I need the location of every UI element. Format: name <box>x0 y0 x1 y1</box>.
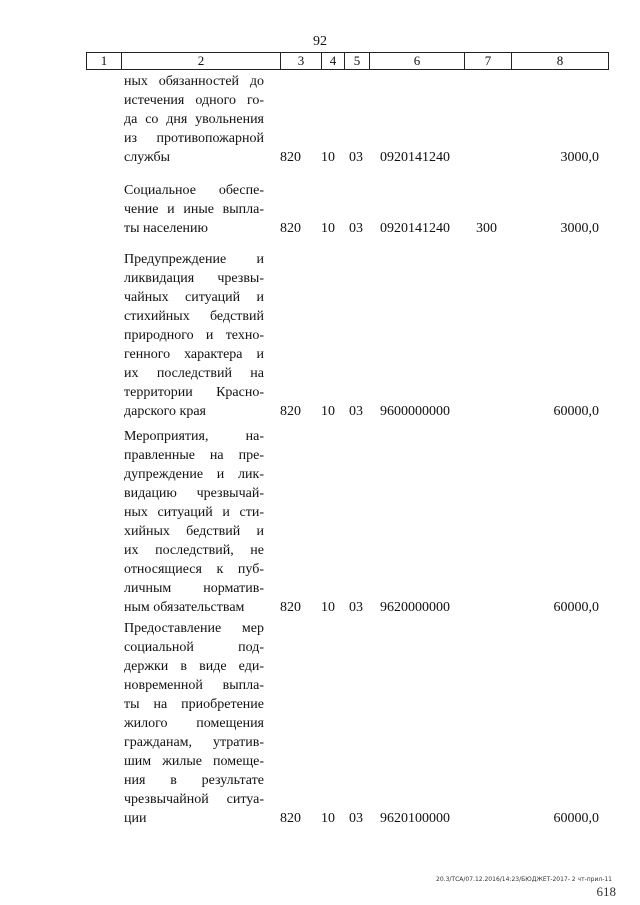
row-description: Мероприятия, на- правленные на пре- дупреждение и лик- видацию чрезвычай- ных ситуаций и сти- хийных бедствий и их последствий, не относящиеся к пуб- личным норматив- ным обязательствам <box>124 429 264 615</box>
row-col3: 820 <box>280 600 301 615</box>
header-col-3: 3 <box>281 53 322 69</box>
row-col6: 0920141240 <box>380 150 450 165</box>
row-col3: 820 <box>280 404 301 419</box>
document-code: 20.3/ТСА/07.12.2016/14:23/БЮДЖЕТ-2017- 2 чт-прил-11 <box>436 876 612 883</box>
row-col5: 03 <box>349 811 363 826</box>
header-col-8: 8 <box>556 53 564 68</box>
header-col-5: 5 <box>345 53 370 69</box>
page-number: 92 <box>313 34 327 49</box>
row-col5: 03 <box>349 221 363 236</box>
header-col-1: 1 <box>87 53 122 69</box>
sheet-stamp-number: 618 <box>596 884 616 899</box>
row-description: Социальное обеспе- чение и иные выпла- ты населению <box>124 183 264 236</box>
row-col5: 03 <box>349 600 363 615</box>
table-header <box>86 52 609 70</box>
row-description: ных обязанностей до истечения одного го- да со дня увольнения из противопожарной службы <box>124 74 264 165</box>
row-col8: 3000,0 <box>560 150 599 165</box>
row-col7: 300 <box>476 221 497 236</box>
row-description: Предоставление мер социальной под- держки в виде еди- новременной выпла- ты на приобретение жилого помещения гражданам, утратив- шим жилые помеще- ния в результате чрезвычайной ситуа- ции <box>124 621 264 826</box>
header-col-4: 4 <box>322 53 345 69</box>
row-col8: 3000,0 <box>560 221 599 236</box>
row-col4: 10 <box>321 404 335 419</box>
row-col6: 9620000000 <box>380 600 450 615</box>
header-col-7: 7 <box>465 53 512 69</box>
row-col6: 9620100000 <box>380 811 450 826</box>
row-col6: 0920141240 <box>380 221 450 236</box>
row-col3: 820 <box>280 150 301 165</box>
row-col3: 820 <box>280 221 301 236</box>
row-col5: 03 <box>349 404 363 419</box>
header-col-6: 6 <box>370 53 465 69</box>
row-col3: 820 <box>280 811 301 826</box>
row-col4: 10 <box>321 221 335 236</box>
row-col4: 10 <box>321 150 335 165</box>
row-description: Предупреждение и ликвидация чрезвы- чайных ситуаций и стихийных бедствий природного и техно- генного характера и их последствий на территории Красно- дарского края <box>124 252 264 419</box>
row-col8: 60000,0 <box>553 404 599 419</box>
row-col4: 10 <box>321 811 335 826</box>
row-col6: 9600000000 <box>380 404 450 419</box>
row-col5: 03 <box>349 150 363 165</box>
row-col8: 60000,0 <box>553 600 599 615</box>
header-col-2: 2 <box>122 53 281 69</box>
row-col4: 10 <box>321 600 335 615</box>
row-col8: 60000,0 <box>553 811 599 826</box>
